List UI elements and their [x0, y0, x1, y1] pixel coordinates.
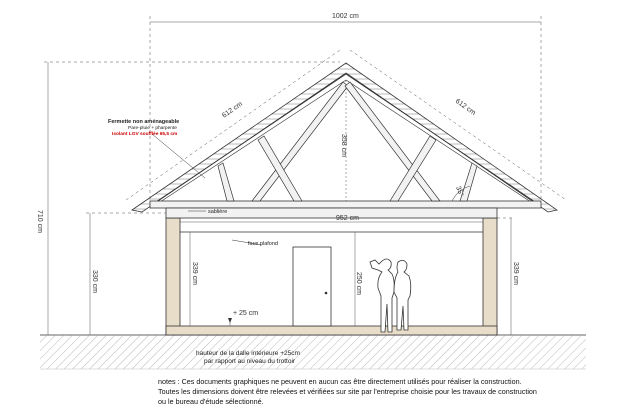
notes-line1: notes : Ces documents graphiques ne peuvent en aucun cas être directement utilisés pour réaliser la construction. — [158, 377, 522, 386]
dim-rafter-right: 612 cm — [453, 97, 477, 117]
walls — [166, 218, 497, 335]
door — [293, 247, 331, 326]
dim-wall-left: 330 cm — [91, 270, 98, 293]
truss-title: Fermette non aménageable — [108, 119, 180, 125]
notes-line2: Toutes les dimensions doivent être relevées et vérifiées sur site par l'entreprise choisie pour les travaux de construction — [158, 387, 537, 396]
dim-ridge-height: 358 cm — [340, 134, 347, 157]
people-figures — [370, 259, 411, 332]
floor-slab — [166, 326, 497, 335]
truss-insulation: Isolant LGV soufflée 65,5 cm — [112, 132, 178, 137]
bottom-chord — [150, 201, 541, 208]
notes-block — [158, 377, 598, 407]
dim-roof-angle: 35° — [454, 185, 465, 198]
left-wall — [166, 218, 180, 335]
slab-note-line1: hauteur de la dalle intérieure +25cm — [196, 350, 300, 357]
dim-total-width: 1002 cm — [332, 13, 359, 20]
dim-rafter-left: 612 cm — [221, 100, 244, 120]
truss-subtitle: Pare-pluie + pharpente — [128, 126, 177, 131]
dim-inner-width: 952 cm — [336, 215, 359, 222]
faux-plafond-label: faux plafond — [248, 241, 278, 247]
dim-slab-raise: + 25 cm — [233, 310, 259, 317]
dim-wall-right: 339 cm — [512, 262, 519, 285]
slab-arrow-icon — [228, 318, 232, 323]
slab-note-line2: par rapport au niveau du trottoir — [204, 358, 296, 365]
notes-line3: ou le bureau d'étude sélectionné. — [158, 397, 264, 406]
right-wall — [483, 218, 497, 335]
dim-wall-inner-left: 339 cm — [191, 262, 198, 285]
sabliere-label: sablière — [208, 209, 228, 215]
dim-total-height: 710 cm — [36, 210, 43, 233]
dim-inner-height: 250 cm — [355, 272, 362, 295]
ground — [40, 335, 586, 369]
